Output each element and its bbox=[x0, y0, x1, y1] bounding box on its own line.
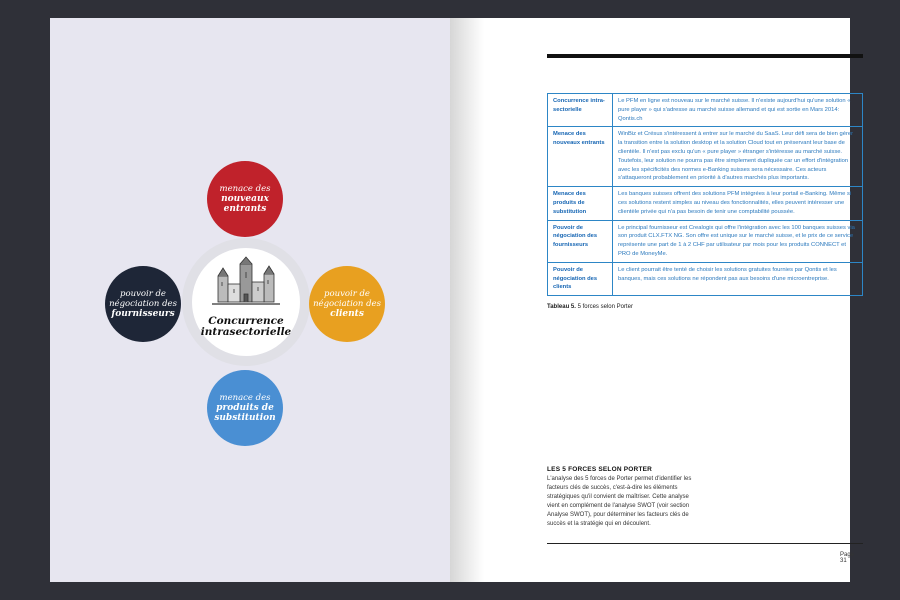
castle-illustration bbox=[210, 256, 282, 308]
force-substitutes bbox=[207, 370, 283, 446]
row-header: Concurrence intra-sectorielle bbox=[548, 94, 613, 127]
row-text: Le principal fournisseur est Crealogix qui offre l'intégration avec les 100 banques suisses via son produit CLX.FTX NG. Son offre est unique sur le marché suisse, et le prix de ce service représente une part de 1 à 2 CHF par utilisateur par mois pour les produits CONNECT et PRO de MoneyMe. bbox=[613, 220, 863, 262]
force-suppliers-l1: pouvoir de bbox=[120, 289, 166, 299]
center-label bbox=[192, 316, 300, 338]
force-suppliers-l3: fournisseurs bbox=[111, 309, 175, 319]
force-clients bbox=[309, 266, 385, 342]
book-spread bbox=[50, 18, 855, 582]
left-page bbox=[50, 18, 450, 582]
forces-table bbox=[547, 93, 863, 296]
force-substitutes-l2: produits de bbox=[216, 403, 274, 413]
force-new-entrants-l3: entrants bbox=[223, 204, 267, 214]
force-suppliers-l2: négociation des bbox=[109, 299, 177, 309]
center-label-line2: intrasectorielle bbox=[200, 326, 292, 338]
table-row bbox=[548, 94, 863, 127]
page-number: Page 31 bbox=[840, 552, 855, 564]
row-header: Pouvoir de négociation des fournisseurs bbox=[548, 220, 613, 262]
force-clients-l2: négociation des bbox=[313, 299, 381, 309]
row-text: WinBiz et Crésus s'intéressent à entrer sur le marché du SaaS. Leur défi sera de bien gérer la transition entre la solution desktop et la solution Cloud tout en préservant leur base de clientèle. Il n'est pas exclu qu'un « pure player » étranger s'intéresse au marché suisse. Toutefois, leur solution ne pourra pas être simplement dupliquée car un effort d'intégration avec les spécificités des normes e-Banking suisses sera nécessaire. Ces acteurs s'attaqueront probablement en priorité à d'autres marchés plus importants. bbox=[613, 127, 863, 187]
table-row bbox=[548, 187, 863, 220]
table-row bbox=[548, 220, 863, 262]
force-new-entrants bbox=[207, 161, 283, 237]
row-header: Pouvoir de négociation des clients bbox=[548, 262, 613, 295]
row-header: Menace des nouveaux entrants bbox=[548, 127, 613, 187]
right-page bbox=[450, 18, 855, 582]
bottom-rule bbox=[547, 543, 863, 544]
forces-table-body bbox=[548, 94, 863, 296]
table-caption-label: Tableau 5. bbox=[547, 304, 576, 310]
force-clients-l3: clients bbox=[330, 309, 364, 319]
top-rule bbox=[547, 54, 863, 58]
table-caption bbox=[547, 304, 633, 310]
row-text: Le client pourrait être tenté de choisir les solutions gratuites fournies par Qontis et les banques, mais ces solutions ne répondent pas aux besoins d'une microentreprise. bbox=[613, 262, 863, 295]
section-title: LES 5 FORCES SELON PORTER bbox=[547, 466, 653, 473]
force-substitutes-l1: menace des bbox=[219, 393, 271, 403]
row-text: Les banques suisses offrent des solutions PFM intégrées à leur portail e-Banking. Même si ces solutions restent simples au niveau des fonctionnalités, elles peuvent intéresser une clientèle privée qui n'a pas besoin de tenir une comptabilité poussée. bbox=[613, 187, 863, 220]
row-header: Menace des produits de substitution bbox=[548, 187, 613, 220]
row-text: Le PFM en ligne est nouveau sur le marché suisse. Il n'existe aujourd'hui qu'une solution « pure player » qui s'adresse au marché suisse allemand et qui est sortie en Mars 2014: Qontis.ch bbox=[613, 94, 863, 127]
force-clients-l1: pouvoir de bbox=[324, 289, 370, 299]
force-substitutes-l3: substitution bbox=[214, 413, 276, 423]
force-new-entrants-l1: menace des bbox=[219, 184, 271, 194]
table-row bbox=[548, 262, 863, 295]
force-suppliers bbox=[105, 266, 181, 342]
center-label-line1: Concurrence bbox=[208, 315, 284, 327]
table-caption-text: 5 forces selon Porter bbox=[577, 304, 633, 310]
table-row bbox=[548, 127, 863, 187]
section-body: L'analyse des 5 forces de Porter permet d'identifier les facteurs clés de succès, c'est-à-dire les éléments stratégiques qu'il convient de maîtriser. Cette analyse vient en complément de l'analyse SWOT (voir section Analyse SWOT), pour déterminer les facteurs clés de succès et la stratégie qui en découlent. bbox=[547, 476, 692, 527]
page-gutter-shadow bbox=[450, 18, 484, 582]
force-new-entrants-l2: nouveaux bbox=[221, 194, 269, 204]
